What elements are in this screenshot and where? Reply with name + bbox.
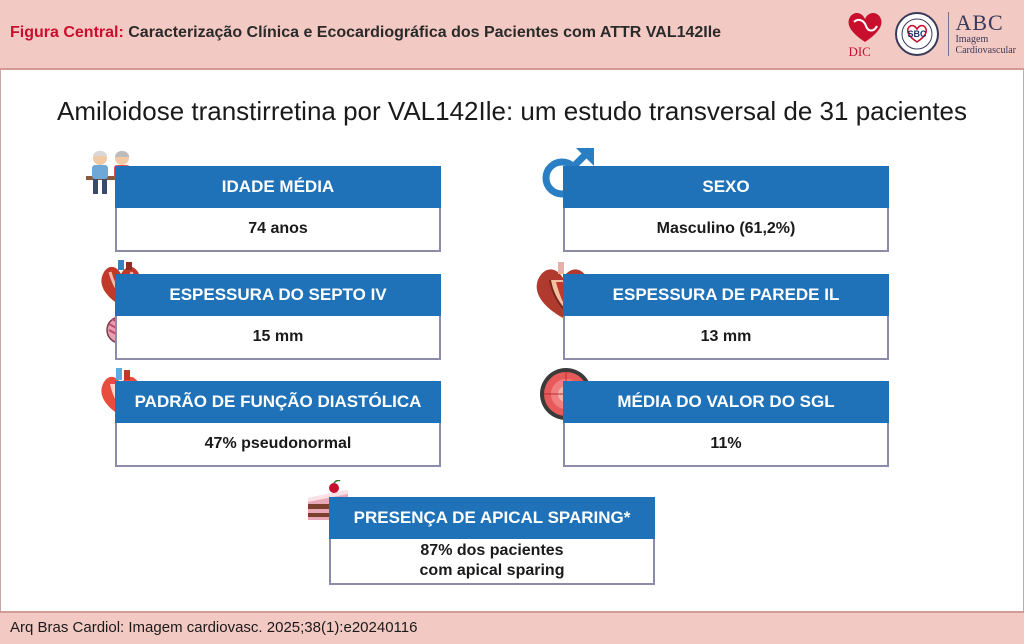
card-value-line1: 87% dos pacientes [420, 542, 564, 559]
header-title [10, 24, 721, 42]
header [0, 0, 1024, 70]
abc-logo-line2: Cardiovascular [955, 45, 1016, 56]
card-title: ESPESSURA DO SEPTO IV [115, 274, 441, 316]
card-value-line2: com apical sparing [419, 562, 565, 579]
card-value: 13 mm [563, 316, 889, 360]
card-title: SEXO [563, 166, 889, 208]
sbc-logo-text: SBC [907, 29, 927, 39]
card-value: 11% [563, 423, 889, 467]
card-title: MÉDIA DO VALOR DO SGL [563, 381, 889, 423]
header-label: Figura Central: [10, 24, 124, 41]
dic-heart-icon [844, 8, 886, 48]
card-apical-sparing [329, 497, 655, 585]
header-title-text: Caracterização Clínica e Ecocardiográfica dos Pacientes com ATTR VAL142Ile [128, 24, 722, 41]
citation: Arq Bras Cardiol: Imagem cardiovasc. 2025;38(1):e20240116 [10, 619, 418, 636]
card-value [329, 539, 655, 585]
card-value: 74 anos [115, 208, 441, 252]
card-espessura-septo [115, 274, 441, 362]
sbc-logo [894, 11, 940, 57]
logos [844, 8, 1016, 60]
main-title: Amiloidose transtirretina por VAL142Ile: um estudo transversal de 31 pacientes [56, 96, 967, 126]
card-espessura-parede [563, 274, 889, 362]
abc-logo [955, 12, 1016, 56]
card-title: PRESENÇA DE APICAL SPARING* [329, 497, 655, 539]
card-sexo [563, 166, 889, 254]
card-title: PADRÃO DE FUNÇÃO DIASTÓLICA [115, 381, 441, 423]
logo-separator [948, 12, 949, 56]
card-value: 47% pseudonormal [115, 423, 441, 467]
card-valor-sgl [563, 381, 889, 469]
card-funcao-diastolica [115, 381, 441, 469]
card-idade-media [115, 166, 441, 254]
footer [0, 611, 1024, 644]
card-value: 15 mm [115, 316, 441, 360]
dic-logo-text: DIC [848, 44, 871, 59]
dic-logo [844, 8, 886, 60]
card-title: ESPESSURA DE PAREDE IL [563, 274, 889, 316]
card-value: Masculino (61,2%) [563, 208, 889, 252]
abc-logo-line1: Imagem [955, 34, 989, 45]
abc-logo-text: ABC [955, 10, 1004, 35]
card-title: IDADE MÉDIA [115, 166, 441, 208]
